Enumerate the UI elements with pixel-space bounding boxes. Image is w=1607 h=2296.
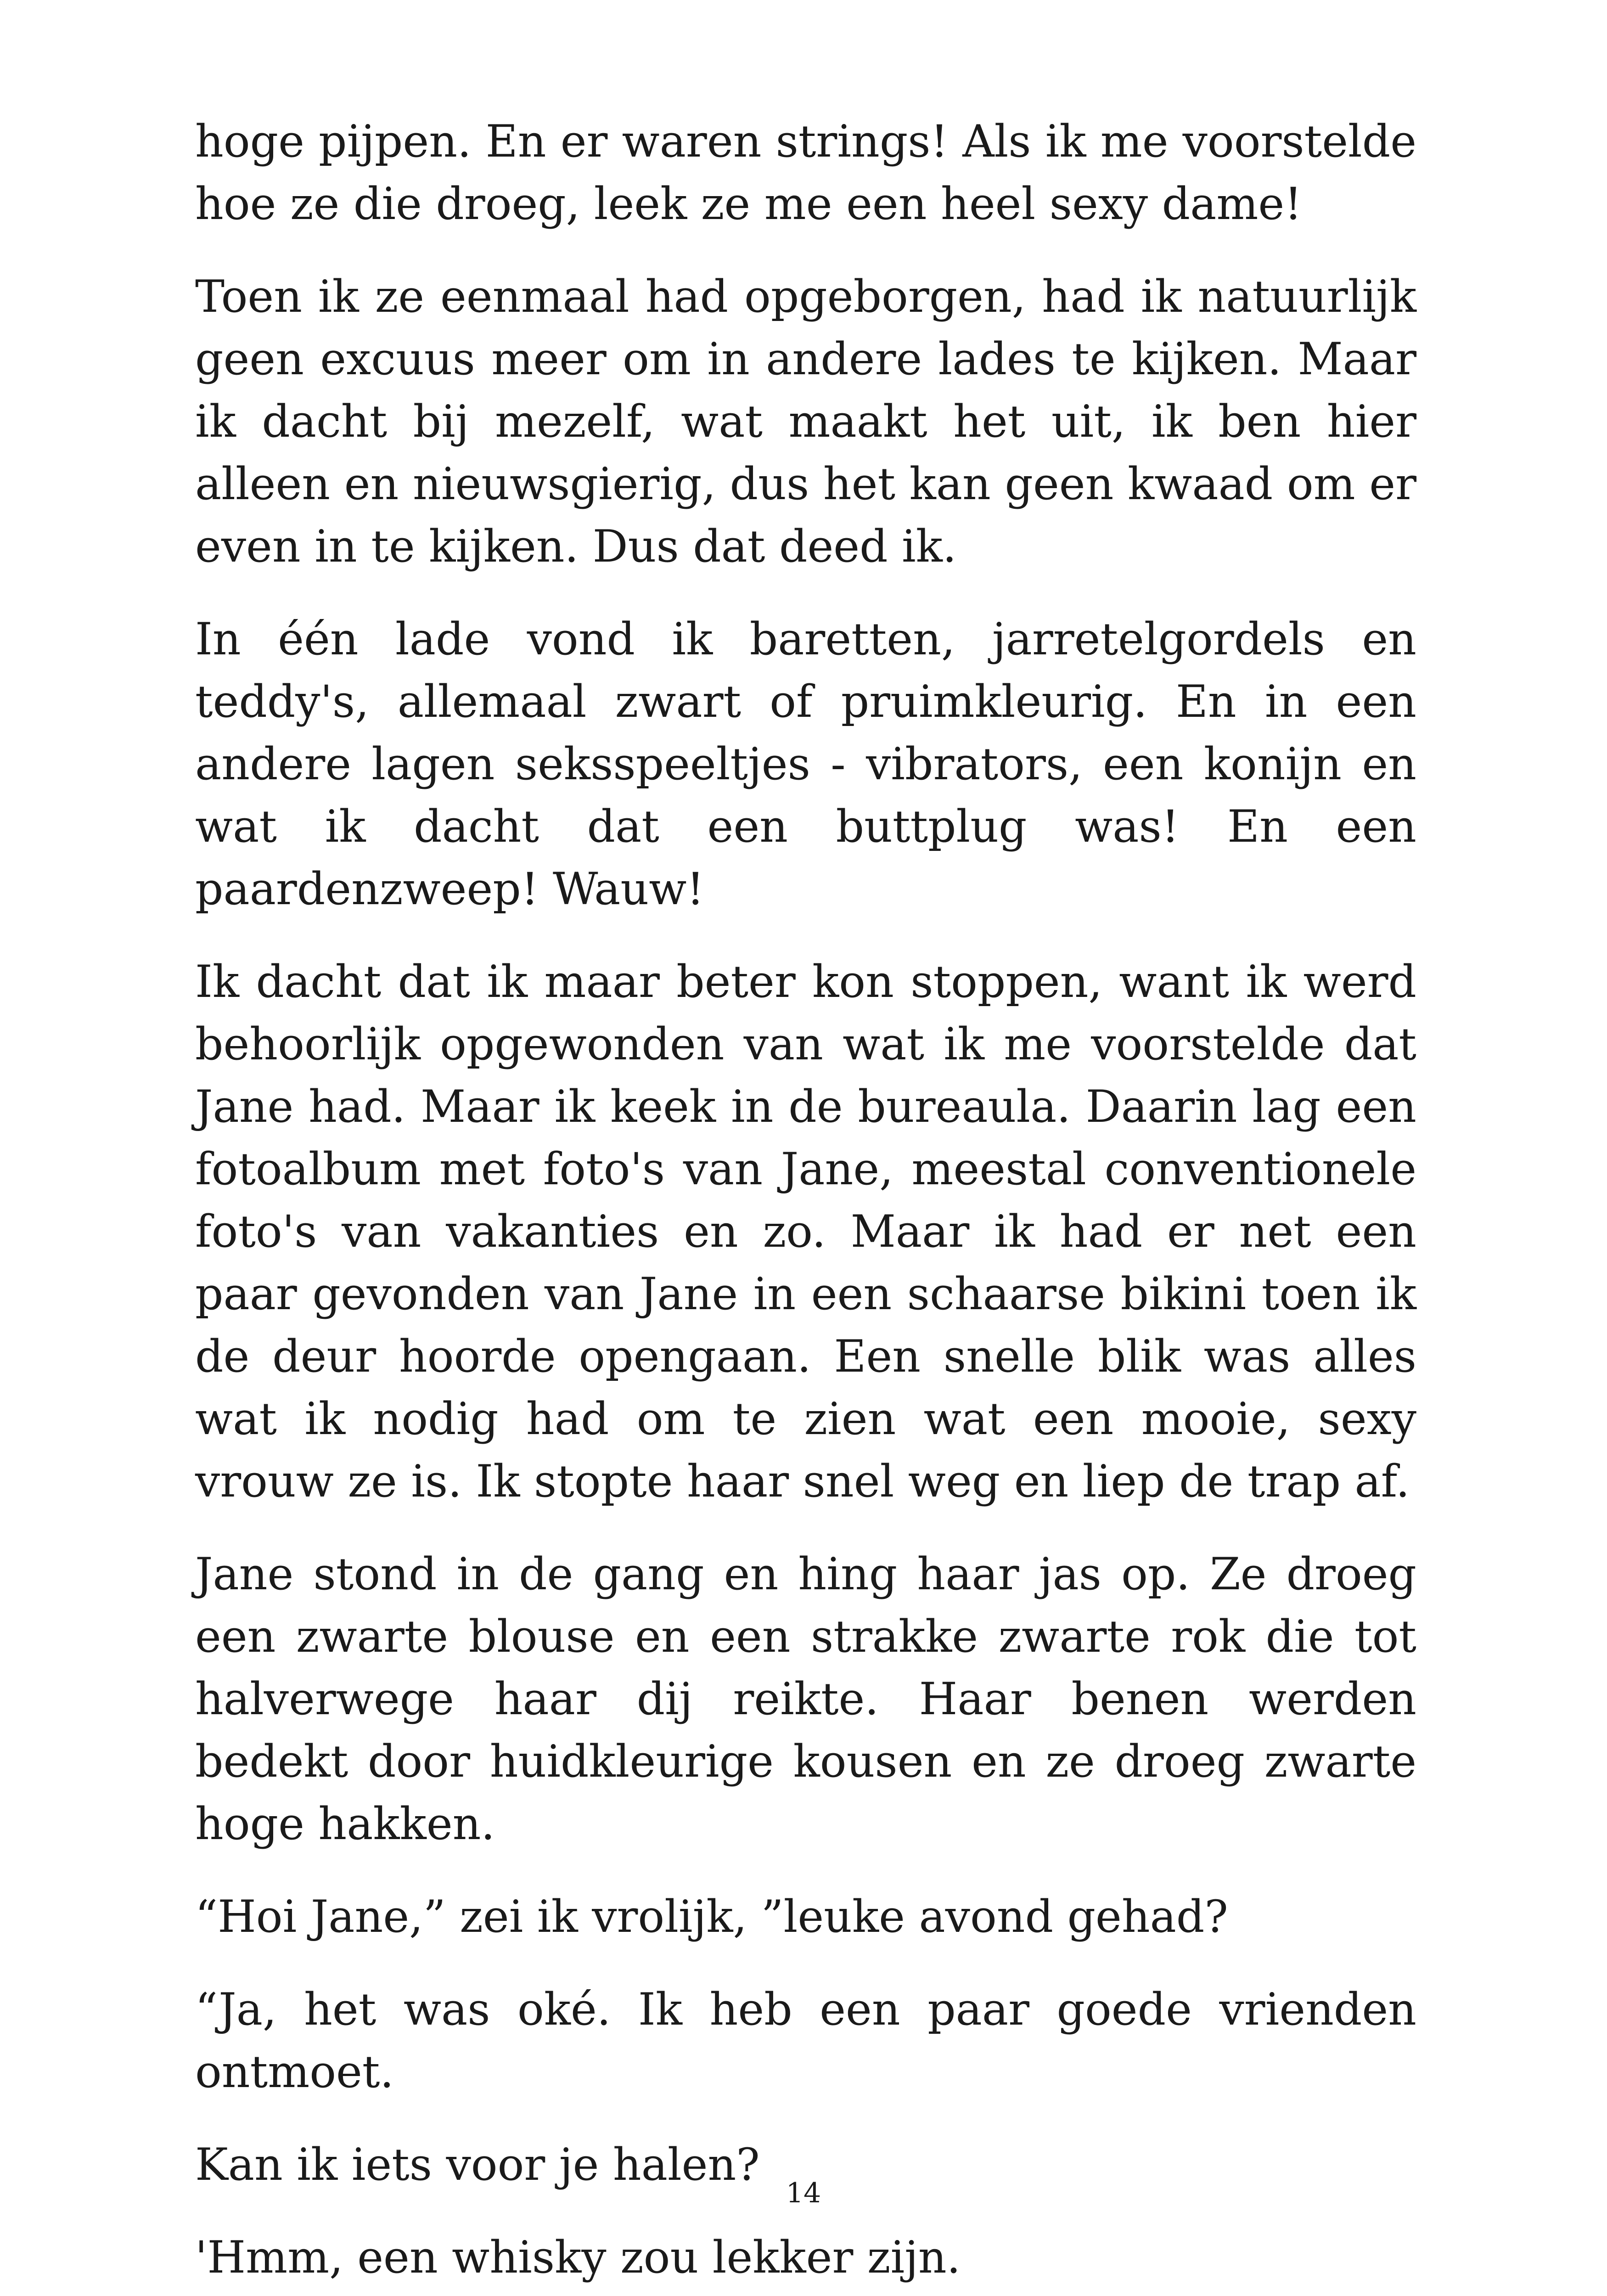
paragraph-3: In één lade vond ik baretten, jarretelgordels en teddy's, allemaal zwart of pruimkleurig. En in een andere lagen seksspeeltjes - vibrators, een konijn en wat ik dacht dat een buttplug was! En een paardenzweep! Wauw! xyxy=(195,613,1416,915)
paragraph-2: Toen ik ze eenmaal had opgeborgen, had ik natuurlijk geen excuus meer om in andere lades te kijken. Maar ik dacht bij mezelf, wat maakt het uit, ik ben hier alleen en nieuwsgierig, dus het kan geen kwaad om er even in te kijken. Dus dat deed ik. xyxy=(195,271,1416,572)
paragraph-6: “Hoi Jane,” zei ik vrolijk, ”leuke avond gehad? xyxy=(195,1891,1228,1942)
paragraph-4: Ik dacht dat ik maar beter kon stoppen, want ik werd behoorlijk opgewonden van wat ik me voorstelde dat Jane had. Maar ik keek in de bureaula. Daarin lag een fotoalbum met foto's van Jane, meestal conventionele foto's van vakanties en zo. Maar ik had er net een paar gevonden van Jane in een schaarse bikini toen ik de deur hoorde opengaan. Een snelle blik was alles wat ik nodig had om te zien wat een mooie, sexy vrouw ze is. Ik stopte haar snel weg en liep de trap af. xyxy=(195,956,1416,1507)
page-number: 14 xyxy=(786,2177,821,2209)
paragraph-7: “Ja, het was oké. Ik heb een paar goede vrienden ontmoet. xyxy=(195,1984,1416,2098)
paragraph-5: Jane stond in de gang en hing haar jas op. Ze droeg een zwarte blouse en een strakke zwarte rok die tot halverwege haar dij reikte. Haar benen werden bedekt door huidkleurige kousen en ze droeg zwarte hoge hakken. xyxy=(195,1548,1416,1850)
paragraph-9: 'Hmm, een whisky zou lekker zijn. xyxy=(195,2232,961,2283)
page-body xyxy=(195,110,1416,2296)
paragraph-8: Kan ik iets voor je halen? xyxy=(195,2139,760,2190)
paragraph-1: hoge pijpen. En er waren strings! Als ik me voorstelde hoe ze die droeg, leek ze me een heel sexy dame! xyxy=(195,116,1416,230)
